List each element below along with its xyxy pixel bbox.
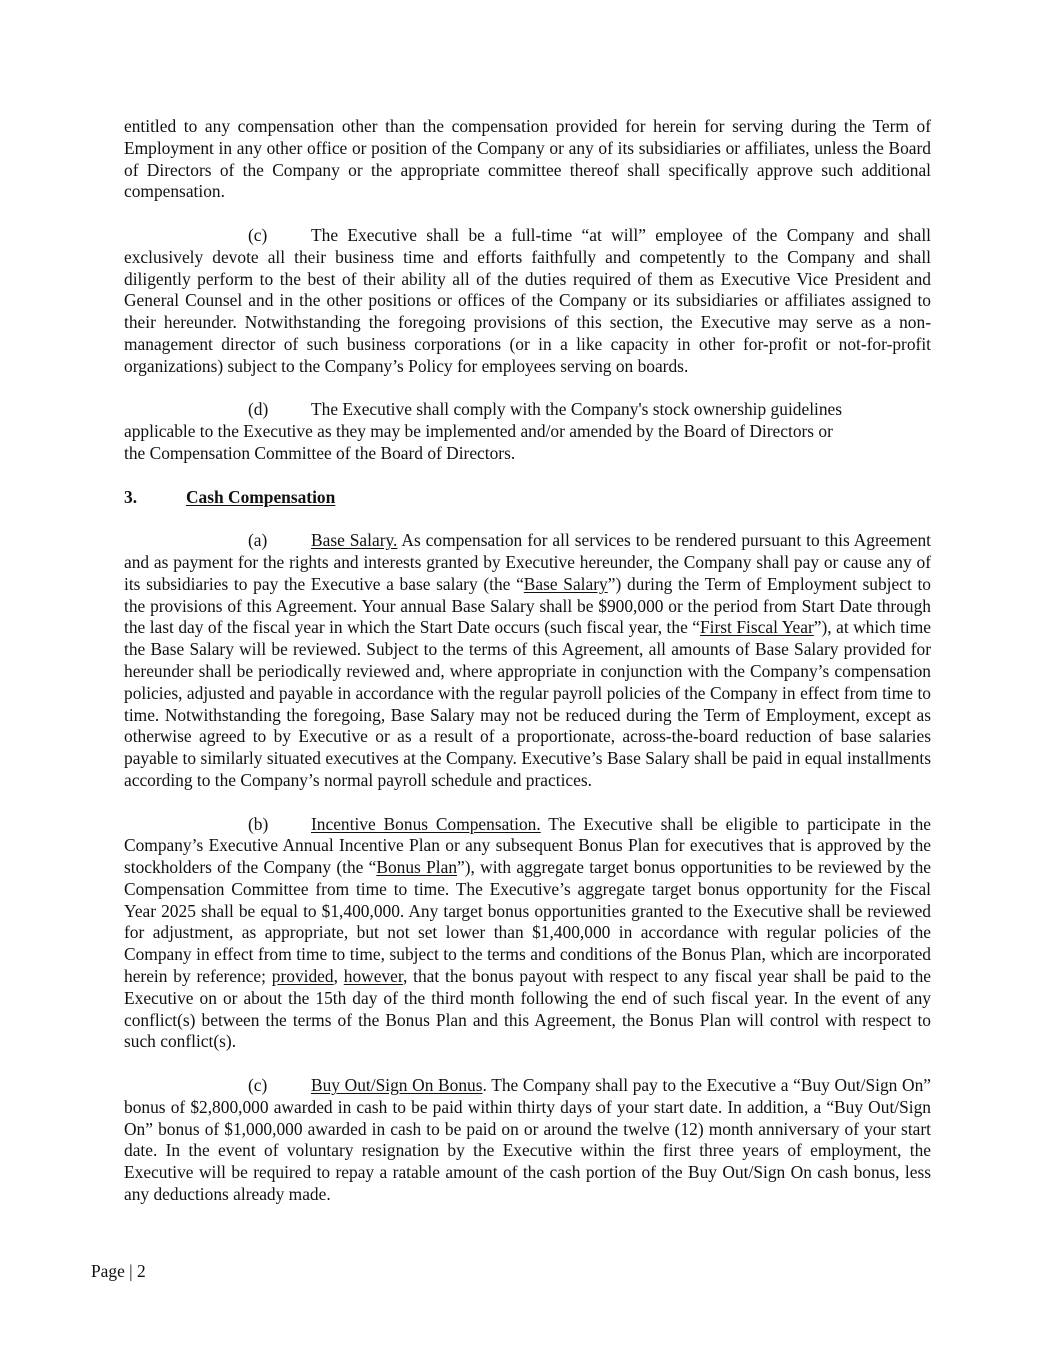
clause-3c-text-1: . The Company shall pay to the Executive a “Buy Out/Sign On” bonus of $2,800,000 awarded in cash to be paid within thirty days of your start date. In addition, a “Buy Out/Sign On” bonus of $1,000,000 awarded in cash to be paid on or around the twelve (12) month anniversary of your start date. In the event of voluntary resignation by the Executive within the first three years of employment, the Executive will be required to repay a ratable amount of the cash portion of the Buy Out/Sign On cash bonus, less any deductions already made. <box>124 1075 931 1205</box>
section-3c-paragraph <box>124 1075 931 1206</box>
section-2d-paragraph <box>124 399 931 464</box>
clause-3b-text-1: The Executive shall be eligible to participate in the Company’s Executive Annual Incentive Plan or any subsequent Bonus Plan for executives that is approved by the stockholders of the Company (the “ <box>124 813 931 878</box>
clause-label-2d: (d) <box>248 399 269 420</box>
section-3a-paragraph <box>124 530 931 792</box>
clause-label-3c: (c) <box>248 1075 268 1096</box>
section-2c-paragraph <box>124 225 931 378</box>
document-body <box>124 116 931 1228</box>
section-3b-paragraph <box>124 814 931 1054</box>
defined-term-first-fiscal-year: First Fiscal Year <box>700 617 814 638</box>
page-number: Page | 2 <box>91 1261 146 1281</box>
section-number: 3. <box>124 486 138 507</box>
clause-label-3a: (a) <box>248 530 268 551</box>
clause-3a-text-1: As compensation for all services to be rendered pursuant to this Agreement and as payment for the rights and interests granted by Executive hereunder, the Company shall pay or cause any of its subsidiaries to pay the Executive a base salary (the “ <box>124 530 931 594</box>
clause-3c-heading: Buy Out/Sign On Bonus <box>311 1075 483 1096</box>
clause-label-3b: (b) <box>248 813 269 834</box>
clause-3b-heading: Incentive Bonus Compensation. <box>311 813 541 834</box>
term-provided: provided <box>271 966 334 987</box>
clause-3a-heading: Base Salary. <box>311 530 398 551</box>
defined-term-base-salary: Base Salary <box>523 573 608 594</box>
clause-3a-text-2: ”) during the Term of Employment subject to the provisions of this Agreement. Your annual Base Salary shall be $900,000 or the period from Start Date through the last day of the fiscal year in which the Start Date occurs (such fiscal year, the “ <box>124 573 931 638</box>
term-however: however <box>343 966 403 987</box>
clause-2d-line1: The Executive shall comply with the Company's stock ownership guidelines <box>311 399 843 420</box>
defined-term-bonus-plan: Bonus Plan <box>376 857 458 878</box>
paragraph-continuation: entitled to any compensation other than the compensation provided for herein for serving during the Term of Employment in any other office or position of the Company or any of its subsidiaries or affiliates, unless the Board of Directors of the Company or the appropriate committee thereof shall specifically approve such additional compensation. <box>124 116 931 202</box>
clause-2d-line3: the Compensation Committee of the Board of Directors. <box>124 442 516 463</box>
clause-label-2c: (c) <box>248 224 268 245</box>
clause-3b-text-2: ”), with aggregate target bonus opportunities to be reviewed by the Compensation Committee from time to time. The Executive’s aggregate target bonus opportunity for the Fiscal Year 2025 shall be equal to $1,400,000. Any target bonus opportunities granted to the Executive shall be reviewed for adjustment, as appropriate, but not set lower than $1,400,000 in accordance with regular policies of the Company in effect from time to time, subject to the terms and conditions of the Bonus Plan, which are incorporated herein by reference; <box>124 857 932 987</box>
clause-3b-text-3: , <box>333 966 344 987</box>
clause-2d-line2: applicable to the Executive as they may be implemented and/or amended by the Board of Directors or <box>124 421 833 442</box>
section-title: Cash Compensation <box>186 486 336 507</box>
clause-3a-text-3: ”), at which time the Base Salary will be reviewed. Subject to the terms of this Agreement, all amounts of Base Salary provided for hereunder shall be periodically reviewed and, where appropriate in conjunction with the Company’s compensation policies, adjusted and payable in accordance with the regular payroll policies of the Company in effect from time to time. Notwithstanding the foregoing, Base Salary may not be reduced during the Term of Employment, except as otherwise agreed to by Executive or as a result of a proportionate, across-the-board reduction of base salaries payable to similarly situated executives at the Company. Executive’s Base Salary shall be paid in equal installments according to the Company’s normal payroll schedule and practices. <box>124 617 932 790</box>
clause-2c-text: The Executive shall be a full-time “at will” employee of the Company and shall exclusively devote all their business time and efforts faithfully and competently to the Company and shall diligently perform to the best of their ability all of the duties required of them as Executive Vice President and General Counsel and in the other positions or offices of the Company or its subsidiaries or affiliates assigned to their hereunder. Notwithstanding the foregoing provisions of this section, the Executive may serve as a non-management director of such business corporations (or in a like capacity in other for-profit or not-for-profit organizations) subject to the Company’s Policy for employees serving on boards. <box>124 224 931 376</box>
clause-3b-text-4: , that the bonus payout with respect to any fiscal year shall be paid to the Executive on or about the 15th day of the third month following the end of such fiscal year. In the event of any conflict(s) between the terms of the Bonus Plan and this Agreement, the Bonus Plan will control with respect to such conflict(s). <box>124 966 931 1052</box>
section-3-heading <box>124 487 931 509</box>
